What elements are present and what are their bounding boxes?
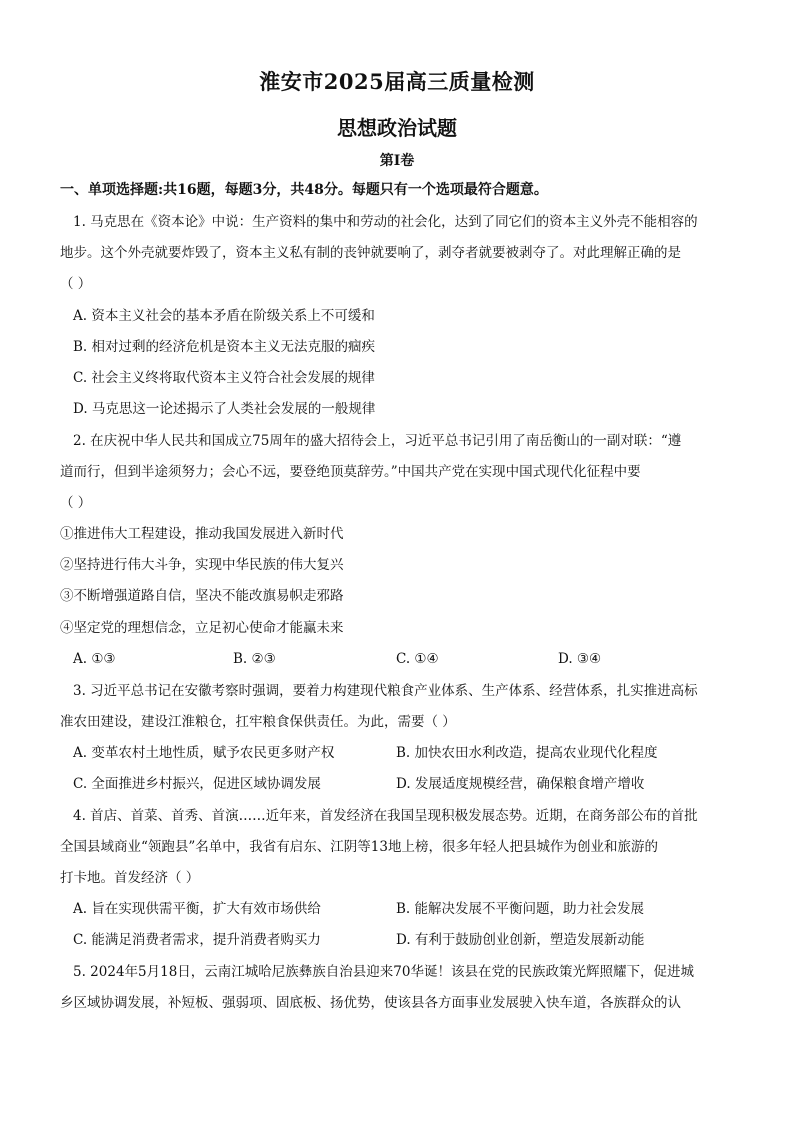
q2-option-c: C. ①④ (396, 651, 439, 667)
q5-stem-line: 乡区域协调发展，补短板、强弱项、固底板、扬优势，使该县各方面事业发展驶入快车道，各族群众的认 (60, 995, 681, 1011)
q2-stem-line: 道而行，但到半途须努力；会心不远，要登绝顶莫辞劳。”中国共产党在实现中国式现代化征程中要 (60, 464, 641, 480)
q1-option-d: D. 马克思这一论述揭示了人类社会发展的一般规律 (73, 401, 376, 417)
q4-stem-line: 全国县域商业“领跑县”名单中，我省有启东、江阴等13地上榜，很多年轻人把县城作为创业和旅游的 (60, 839, 658, 855)
q3-option-c: C. 全面推进乡村振兴，促进区域协调发展 (73, 776, 321, 792)
q1-answer-blank: （ ） (60, 276, 92, 292)
q2-item-3: ③不断增强道路自信，坚决不能改旗易帜走邪路 (60, 588, 344, 604)
q3-option-d: D. 发展适度规模经营，确保粮食增产增收 (396, 776, 645, 792)
volume-label: 第Ⅰ卷 (379, 153, 415, 169)
q4-option-b: B. 能解决发展不平衡问题，助力社会发展 (396, 901, 645, 917)
q2-item-1: ①推进伟大工程建设，推动我国发展进入新时代 (60, 526, 344, 542)
q1-stem-line: 1. 马克思在《资本论》中说：生产资料的集中和劳动的社会化，达到了同它们的资本主义外壳不能相容的 (73, 214, 698, 230)
q2-option-b: B. ②③ (233, 651, 276, 667)
q3-stem-line: 3. 习近平总书记在安徽考察时强调，要着力构建现代粮食产业体系、生产体系、经营体系，扎实推进高标 (73, 683, 698, 699)
q1-stem-line: 地步。这个外壳就要炸毁了，资本主义私有制的丧钟就要响了，剥夺者就要被剥夺了。对此理解正确的是 (60, 245, 681, 261)
q5-stem-line: 5. 2024年5月18日，云南江城哈尼族彝族自治县迎来70华诞！该县在党的民族政策光辉照耀下，促进城 (73, 964, 694, 980)
q2-option-a: A. ①③ (73, 651, 116, 667)
q3-option-b: B. 加快农田水利改造，提高农业现代化程度 (396, 745, 658, 761)
q2-item-4: ④坚定党的理想信念，立足初心使命才能赢未来 (60, 620, 344, 636)
q2-option-d: D. ③④ (558, 651, 602, 667)
exam-subtitle: 思想政治试题 (337, 116, 457, 140)
exam-title: 淮安市2025届高三质量检测 (259, 69, 535, 94)
q1-option-b: B. 相对过剩的经济危机是资本主义无法克服的痼疾 (73, 339, 376, 355)
q3-option-a: A. 变革农村土地性质，赋予农民更多财产权 (73, 745, 335, 761)
q4-option-c: C. 能满足消费者需求，提升消费者购买力 (73, 932, 321, 948)
q2-stem-line: 2. 在庆祝中华人民共和国成立75周年的盛大招待会上，习近平总书记引用了南岳衡山的一副对联：“遵 (73, 433, 682, 449)
q2-answer-blank: （ ） (60, 495, 92, 511)
q3-stem-line: 准农田建设，建设江淮粮仓，扛牢粮食保供责任。为此，需要（ ） (60, 714, 456, 730)
q1-option-a: A. 资本主义社会的基本矛盾在阶级关系上不可缓和 (73, 308, 375, 324)
q4-option-a: A. 旨在实现供需平衡，扩大有效市场供给 (73, 901, 321, 917)
q4-option-d: D. 有利于鼓励创业创新，塑造发展新动能 (396, 932, 645, 948)
q1-option-c: C. 社会主义终将取代资本主义符合社会发展的规律 (73, 370, 375, 386)
q2-item-2: ②坚持进行伟大斗争，实现中华民族的伟大复兴 (60, 557, 344, 573)
q4-stem-line: 4. 首店、首菜、首秀、首演……近年来，首发经济在我国呈现积极发展态势。近期，在商务部公布的首批 (73, 808, 698, 824)
section-heading: 一、单项选择题:共16题，每题3分，共48分。每题只有一个选项最符合题意。 (60, 182, 548, 198)
q4-stem-line: 打卡地。首发经济（ ） (60, 870, 200, 886)
